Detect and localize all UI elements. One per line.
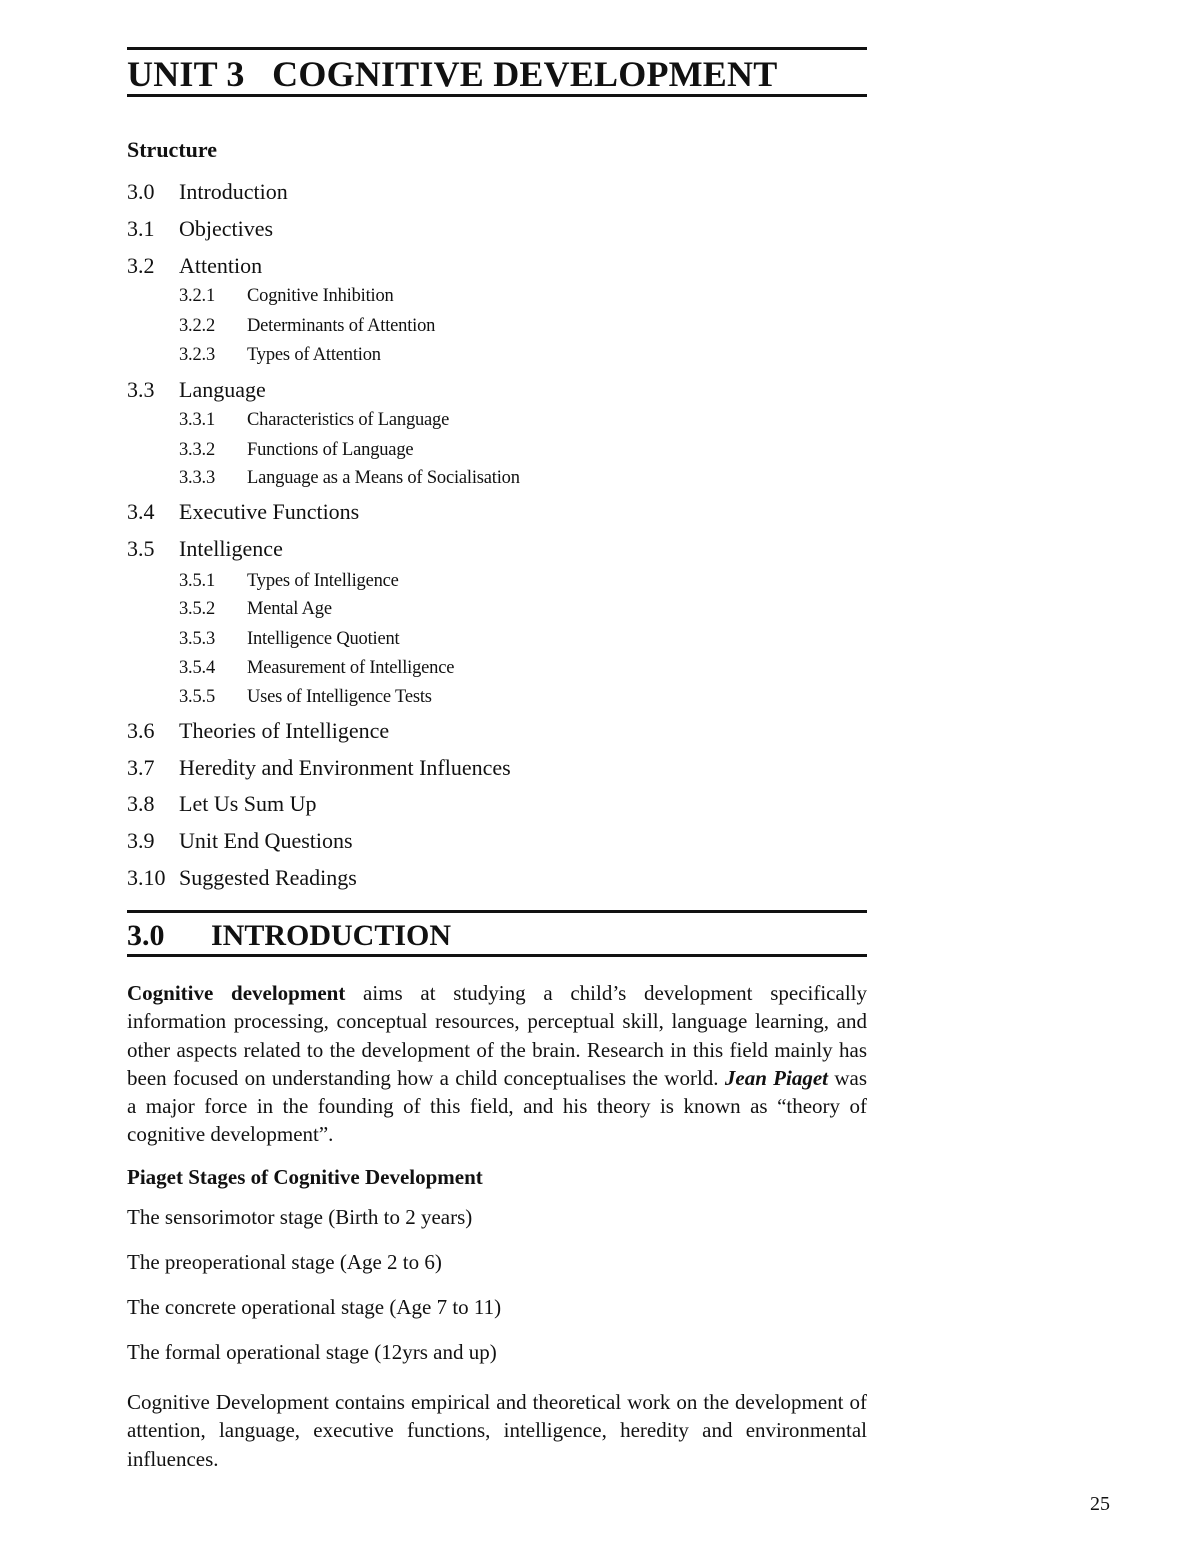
toc-label: Types of Intelligence [247,571,399,591]
toc-subitem [179,656,454,680]
toc-item [127,178,288,206]
intro-paragraph [127,979,867,1149]
toc-label: Intelligence Quotient [247,629,400,649]
stage-item: The preoperational stage (Age 2 to 6) [127,1250,442,1274]
toc-label: Unit End Questions [179,828,353,853]
title-bottom-rule [127,94,867,97]
toc-number: 3.0 [127,179,155,204]
toc-label: Suggested Readings [179,865,357,890]
section-top-rule [127,910,867,913]
toc-item [127,215,273,243]
toc-label: Heredity and Environment Influences [179,755,511,780]
toc-number: 3.3.3 [179,468,216,488]
toc-subitem [179,314,435,338]
toc-number: 3.5.1 [179,571,216,591]
toc-number: 3.9 [127,828,155,853]
toc-subitem [179,343,381,367]
unit-title: UNIT 3 COGNITIVE DEVELOPMENT [127,54,778,94]
structure-heading: Structure [127,137,218,162]
toc-number: 3.2 [127,253,155,278]
toc-number: 3.10 [127,865,166,890]
toc-item [127,790,317,818]
toc-subitem [179,466,520,490]
toc-subitem [179,569,399,593]
toc-number: 3.8 [127,791,155,816]
toc-label: Language as a Means of Socialisation [247,468,520,488]
toc-subitem [179,627,399,651]
toc-label: Attention [179,253,263,278]
toc-number: 3.3 [127,377,155,402]
toc-item [127,498,359,526]
key-term: Cognitive development [127,981,346,1005]
toc-item [127,376,266,404]
toc-number: 3.5.4 [179,658,216,678]
title-top-rule [127,47,867,50]
toc-number: 3.3.1 [179,410,216,430]
toc-number: 3.3.2 [179,440,216,460]
toc-subitem [179,597,332,621]
toc-number: 3.5.2 [179,599,216,619]
section-heading-introduction [127,917,451,955]
toc-number: 3.2.1 [179,286,216,306]
toc-number: 3.2.3 [179,345,216,365]
toc-subitem [179,284,394,308]
toc-label: Uses of Intelligence Tests [247,687,432,707]
toc-label: Types of Attention [247,345,381,365]
section-title: INTRODUCTION [211,919,452,952]
toc-number: 3.5 [127,536,155,561]
stage-item: The sensorimotor stage (Birth to 2 years) [127,1205,473,1229]
toc-number: 3.1 [127,216,155,241]
toc-subitem [179,685,432,709]
toc-number: 3.7 [127,755,155,780]
toc-item [127,827,353,855]
intro-text: was a major force in the founding of this field, and his theory is known as “theory of cognitive development”. [127,1065,867,1147]
toc-number: 3.5.5 [179,687,216,707]
toc-subitem [179,438,413,462]
toc-label: Cognitive Inhibition [247,286,394,306]
toc-item [127,864,357,892]
stage-item: The concrete operational stage (Age 7 to 11) [127,1295,502,1319]
toc-label: Characteristics of Language [247,410,450,430]
toc-label: Functions of Language [247,440,414,460]
stage-item: The formal operational stage (12yrs and up) [127,1340,497,1364]
toc-label: Theories of Intelligence [179,718,390,743]
toc-number: 3.6 [127,718,155,743]
toc-label: Objectives [179,216,274,241]
toc-number: 3.4 [127,499,155,524]
section-bottom-rule [127,954,867,957]
piaget-stages-heading: Piaget Stages of Cognitive Development [127,1165,483,1189]
toc-label: Language [179,377,266,402]
page-number: 25 [1090,1493,1110,1515]
toc-subitem [179,408,449,432]
toc-label: Measurement of Intelligence [247,658,455,678]
toc-number: 3.2.2 [179,316,216,336]
toc-item [127,717,389,745]
toc-label: Executive Functions [179,499,360,524]
toc-number: 3.5.3 [179,629,216,649]
toc-label: Determinants of Attention [247,316,436,336]
toc-label: Introduction [179,179,288,204]
toc-label: Intelligence [179,536,283,561]
toc-label: Let Us Sum Up [179,791,317,816]
closing-paragraph: Cognitive Development contains empirical and theoretical work on the development of attention, language, executive functions, intelligence, heredity and environmental influences. [127,1390,867,1471]
toc-item [127,754,511,782]
toc-item [127,535,283,563]
person-name: Jean Piaget [724,1065,829,1090]
intro-text: aims at studying a child’s development specifically information processing, conceptual resources, perceptual skill, language learning, and other aspects related to the development of the brain. Research in this field mainly has been focused on understanding how a child conceptualises the world. [127,981,867,1090]
section-number: 3.0 [127,919,165,952]
toc-label: Mental Age [247,599,332,619]
toc-item [127,252,262,280]
